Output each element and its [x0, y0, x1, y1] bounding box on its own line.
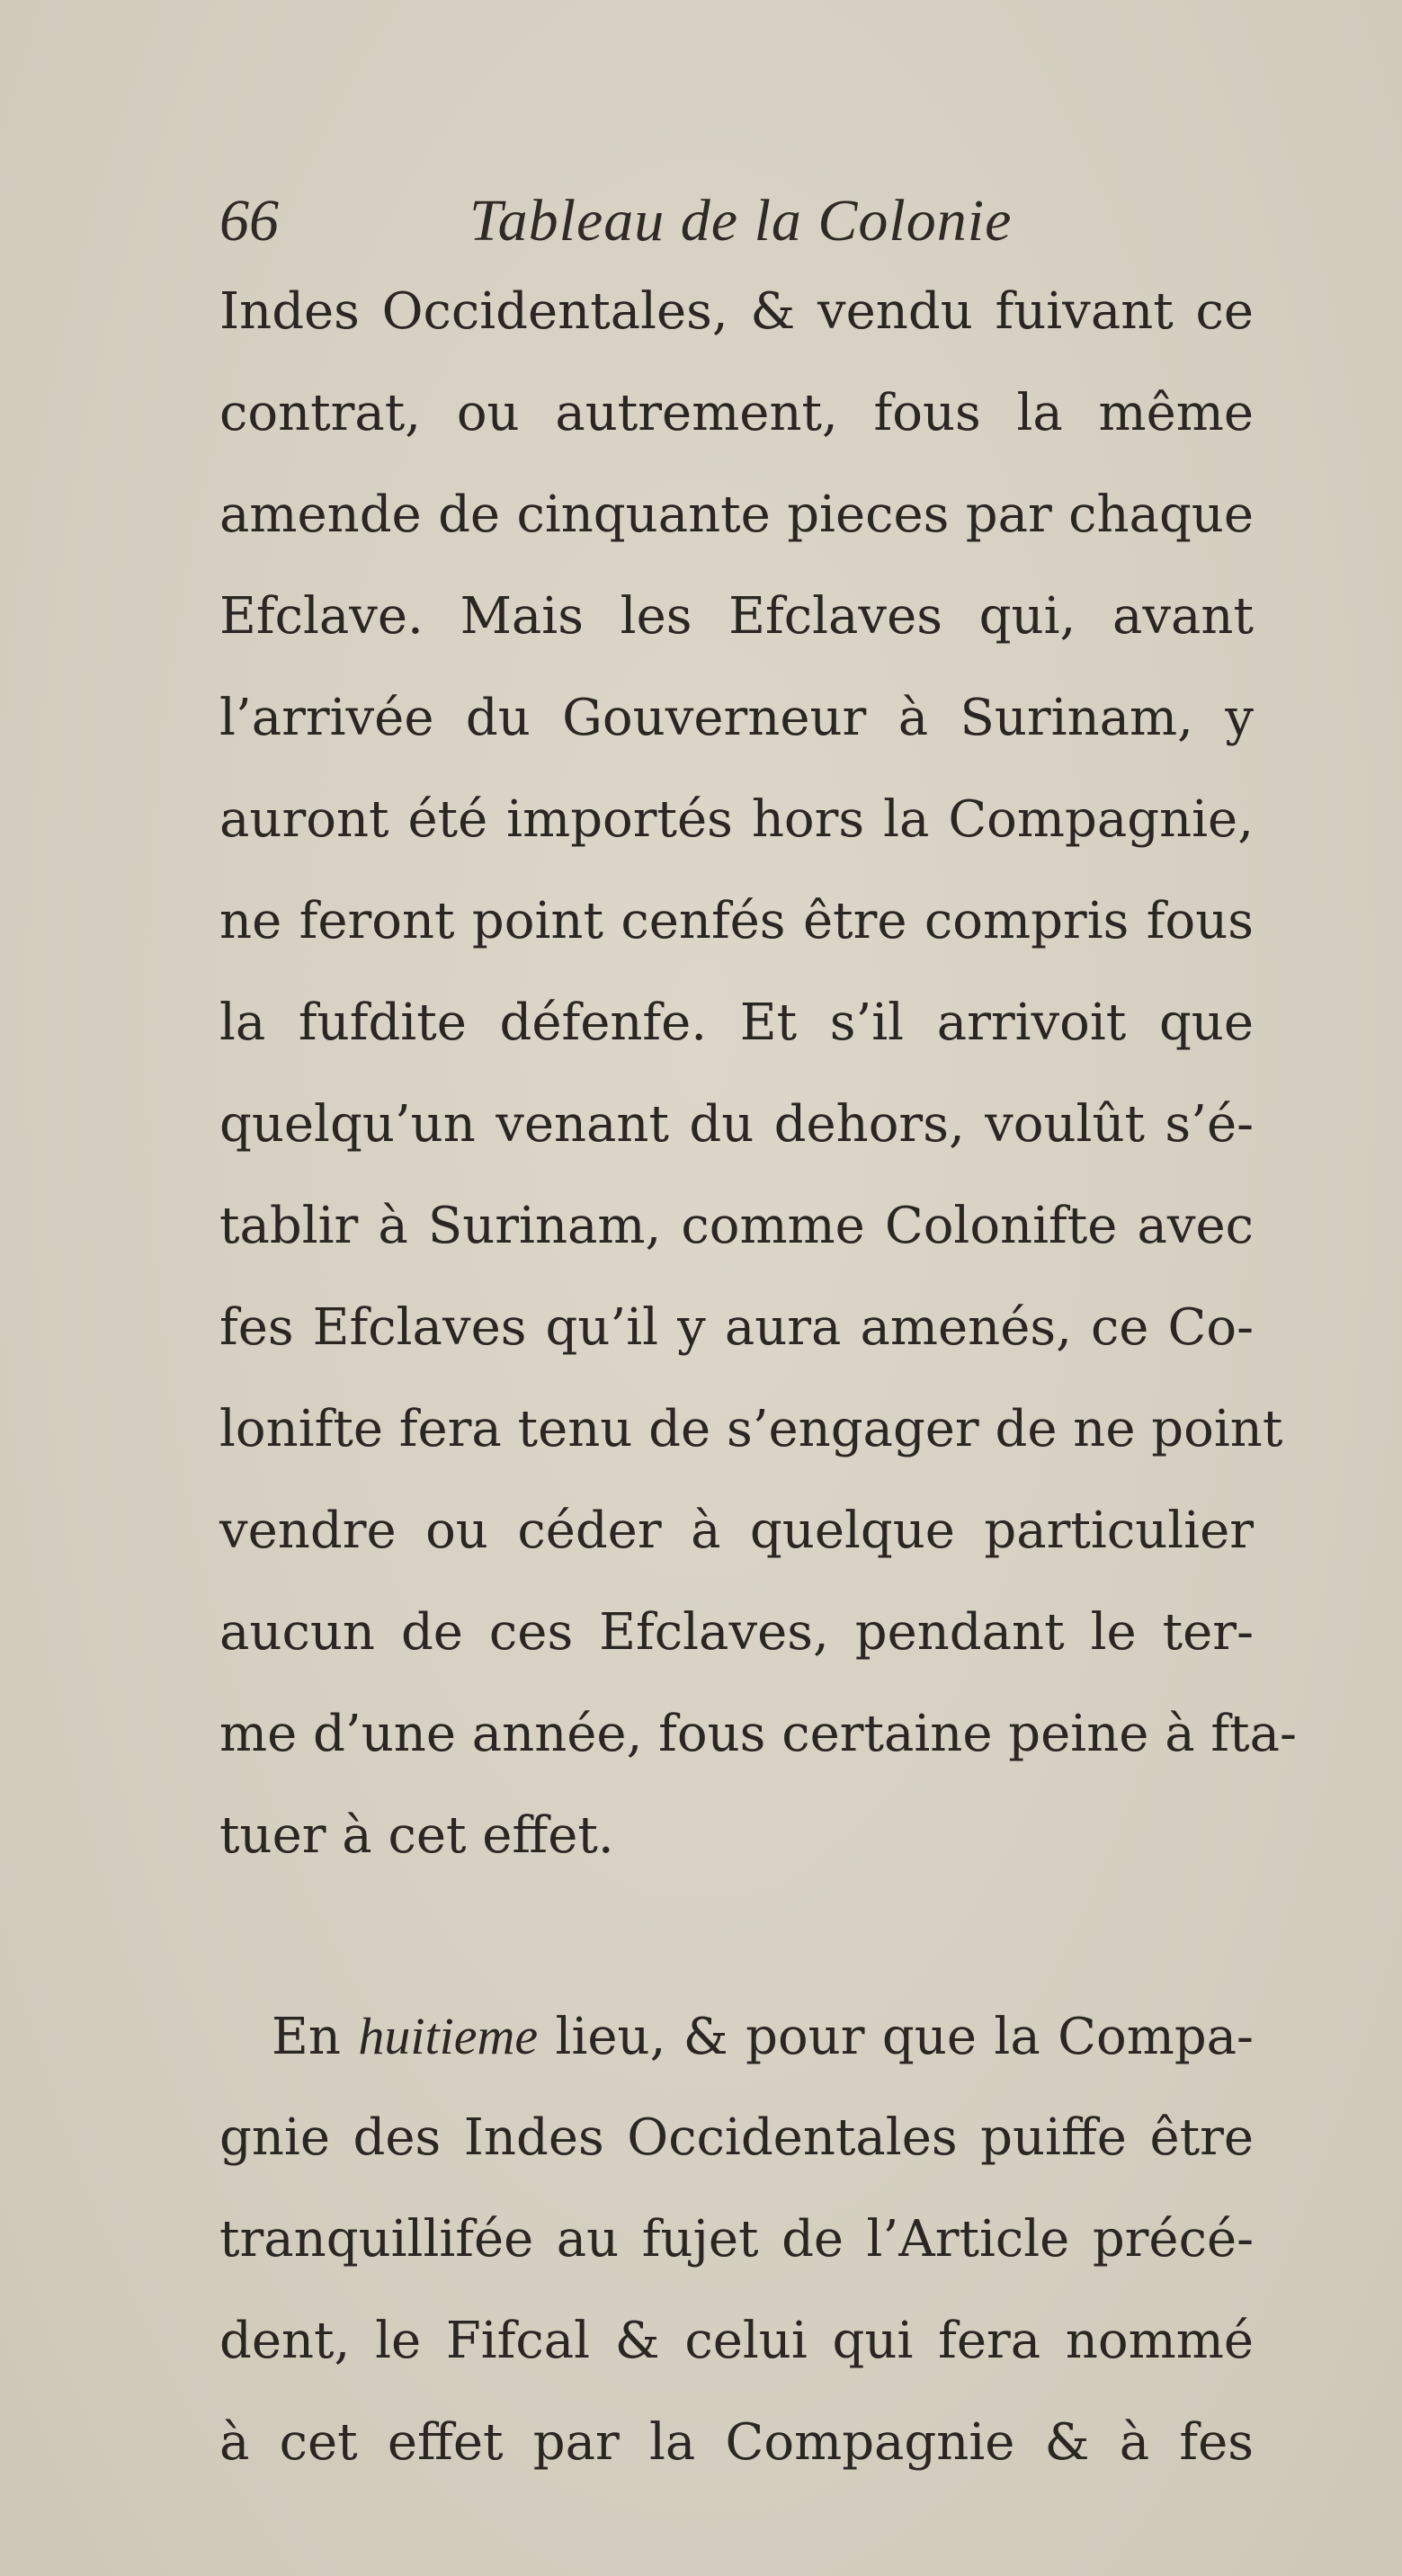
text-line: Efclave. Mais les Efclaves qui, avant [219, 587, 1254, 646]
text-line: auront été importés hors la Compagnie, [219, 790, 1254, 849]
text-line-first [219, 1985, 1254, 2087]
text-line: contrat, ou autrement, fous la même [219, 384, 1254, 442]
text-line: quelqu’un venant du dehors, voulût s’é- [219, 1095, 1254, 1154]
text-line: gnie des Indes Occidentales puiffe être [219, 2108, 1254, 2167]
text-line: la fufdite défenfe. Et s’il arrivoit que [219, 994, 1254, 1052]
paragraph-1 [219, 261, 1297, 1886]
text-line: aucun de ces Efclaves, pendant le ter- [219, 1603, 1254, 1662]
text-line: à cet effet par la Compagnie & à fes [219, 2413, 1254, 2472]
text-line: Indes Occidentales, & vendu fuivant ce [219, 282, 1254, 341]
text-line: l’arrivée du Gouverneur à Surinam, y [219, 689, 1254, 747]
first-line-rest: lieu, & pour que la Compa- [555, 2008, 1254, 2066]
page-number: 66 [219, 188, 279, 254]
text-line: ne feront point cenfés être compris fous [219, 892, 1254, 950]
paragraph-gap [219, 1886, 1254, 1985]
text-line: dent, le Fifcal & celui qui fera nommé [219, 2312, 1254, 2370]
italic-word: huitieme [358, 2007, 539, 2065]
running-header [219, 187, 1299, 268]
text-line: fes Efclaves qu’il y aura amenés, ce Co- [219, 1298, 1254, 1357]
running-title: Tableau de la Colonie [469, 188, 1013, 254]
body-text [219, 261, 1297, 2493]
text-line: tuer à cet effet. [219, 1806, 614, 1865]
text-line: me d’une année, fous certaine peine à fta- [219, 1705, 1297, 1763]
paragraph-2 [219, 1985, 1254, 2493]
first-word: En [272, 2008, 341, 2066]
text-line: tranquillifée au fujet de l’Article précé- [219, 2210, 1254, 2268]
text-line: lonifte fera tenu de s’engager de ne point [219, 1400, 1283, 1458]
text-line: amende de cinquante pieces par chaque [219, 486, 1254, 544]
text-line: vendre ou céder à quelque particulier [219, 1502, 1254, 1560]
text-line: tablir à Surinam, comme Colonifte avec [219, 1197, 1254, 1255]
